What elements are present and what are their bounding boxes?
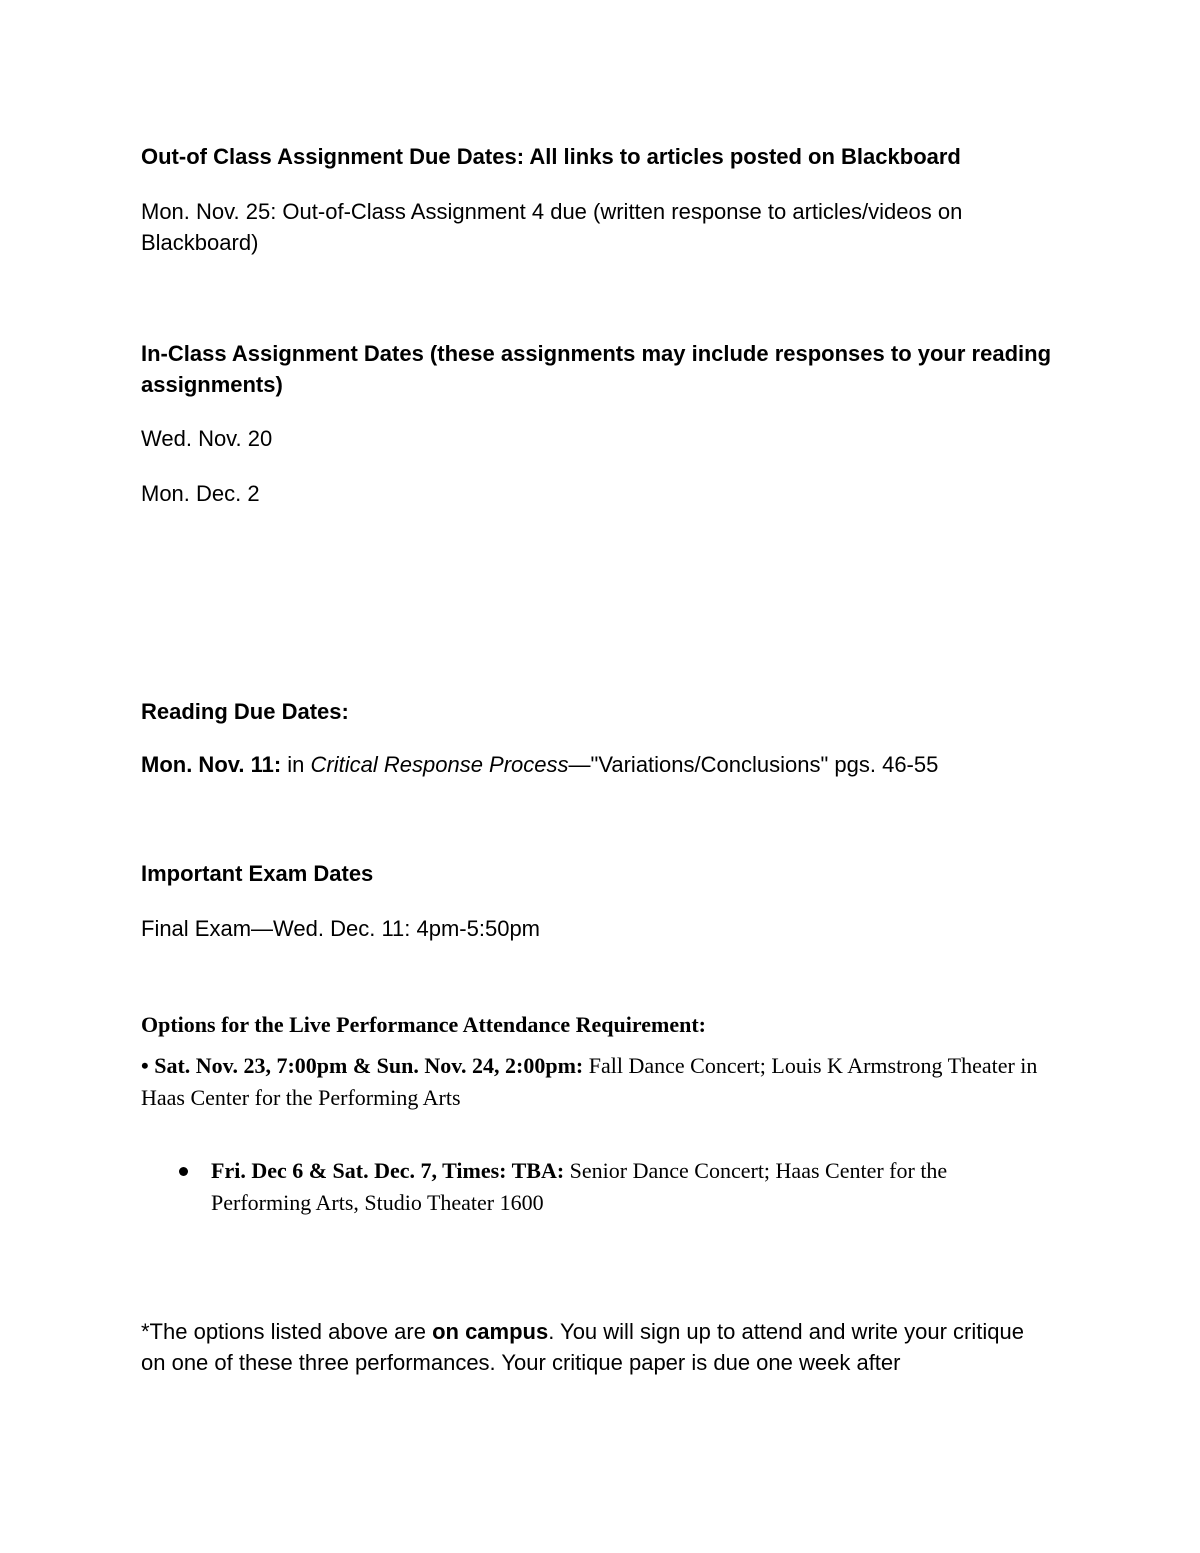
note-part-1: *The options listed above are bbox=[141, 1319, 433, 1344]
on-campus-note bbox=[141, 1316, 1051, 1378]
reading-heading: Reading Due Dates: bbox=[141, 699, 349, 724]
note-part-2: . You will sign up to attend and write your critique on one of these three performances. Your critique paper is due one week after bbox=[141, 1319, 1024, 1375]
performance-option-1-text: Fall Dance Concert; Louis K Armstrong Theater in Haas Center for the Performing Arts bbox=[141, 1053, 1038, 1110]
performance-heading: Options for the Live Performance Attendance Requirement: bbox=[141, 1012, 706, 1037]
reading-book-title: Critical Response Process bbox=[310, 752, 569, 777]
note-bold: on campus bbox=[432, 1319, 549, 1344]
in-class-heading: In-Class Assignment Dates (these assignments may include responses to your reading assignments) bbox=[141, 341, 1052, 397]
performance-bullet-list bbox=[141, 1155, 1051, 1219]
reading-in-text: in bbox=[281, 752, 311, 777]
in-class-date-1: Wed. Nov. 20 bbox=[141, 426, 273, 451]
out-of-class-item: Mon. Nov. 25: Out-of-Class Assignment 4 due (written response to articles/videos on Blackboard) bbox=[141, 199, 963, 255]
reading-item bbox=[141, 749, 1051, 780]
performance-option-2-dates: Fri. Dec 6 & Sat. Dec. 7, Times: TBA: bbox=[211, 1158, 565, 1183]
reading-date: Mon. Nov. 11: bbox=[141, 752, 282, 777]
in-class-date-2: Mon. Dec. 2 bbox=[141, 481, 260, 506]
bullet-icon bbox=[179, 1167, 188, 1176]
performance-option-1-dates: • Sat. Nov. 23, 7:00pm & Sun. Nov. 24, 2:00pm: bbox=[141, 1053, 584, 1078]
exam-heading: Important Exam Dates bbox=[141, 861, 374, 886]
out-of-class-heading: Out-of Class Assignment Due Dates: All links to articles posted on Blackboard bbox=[141, 144, 961, 169]
reading-pages: —"Variations/Conclusions" pgs. 46-55 bbox=[568, 752, 939, 777]
performance-option-2 bbox=[141, 1155, 1051, 1219]
performance-option-1 bbox=[141, 1050, 1051, 1114]
final-exam-item: Final Exam—Wed. Dec. 11: 4pm-5:50pm bbox=[141, 916, 541, 941]
performance-option-2-text: Senior Dance Concert; Haas Center for the Performing Arts, Studio Theater 1600 bbox=[211, 1158, 948, 1215]
